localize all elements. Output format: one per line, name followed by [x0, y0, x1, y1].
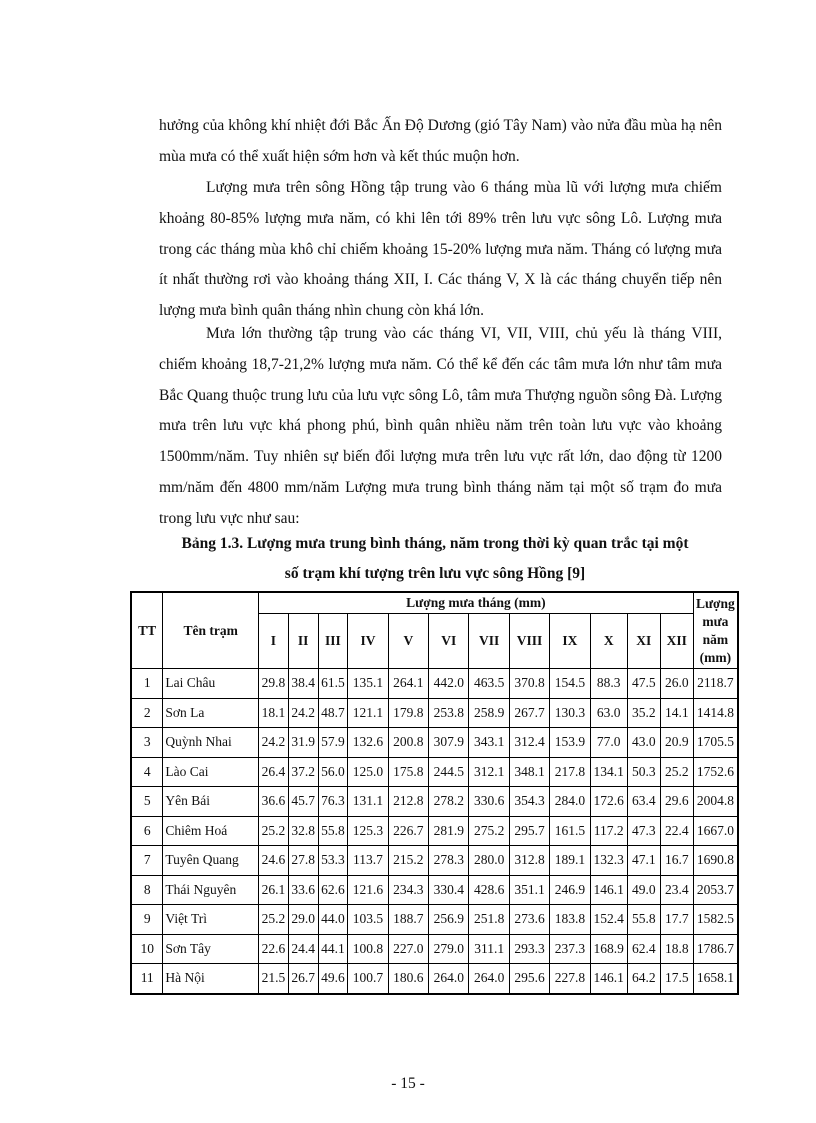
rainfall-value-cell: 278.2 — [429, 787, 469, 817]
rainfall-value-cell: 33.6 — [288, 875, 318, 905]
rainfall-value-cell: 1690.8 — [693, 846, 738, 876]
rainfall-value-cell: 130.3 — [550, 698, 590, 728]
rainfall-value-cell: 179.8 — [388, 698, 428, 728]
table-row — [131, 669, 738, 699]
rainfall-value-cell: 17.5 — [660, 964, 693, 994]
rainfall-value-cell: 312.8 — [509, 846, 549, 876]
rainfall-value-cell: 237.3 — [550, 934, 590, 964]
rainfall-value-cell: 153.9 — [550, 728, 590, 758]
rainfall-value-cell: 29.8 — [259, 669, 289, 699]
rainfall-value-cell: 49.0 — [627, 875, 660, 905]
rainfall-value-cell: 18.8 — [660, 934, 693, 964]
rainfall-value-cell: 244.5 — [429, 757, 469, 787]
rainfall-value-cell: 132.3 — [590, 846, 627, 876]
rainfall-value-cell: 88.3 — [590, 669, 627, 699]
rainfall-value-cell: 25.2 — [259, 816, 289, 846]
rainfall-value-cell: 180.6 — [388, 964, 428, 994]
station-name-cell: Sơn La — [163, 698, 259, 728]
rainfall-value-cell: 343.1 — [469, 728, 509, 758]
table-row — [131, 934, 738, 964]
rainfall-value-cell: 16.7 — [660, 846, 693, 876]
table-row — [131, 846, 738, 876]
rainfall-value-cell: 55.8 — [318, 816, 348, 846]
rainfall-value-cell: 226.7 — [388, 816, 428, 846]
rainfall-value-cell: 295.7 — [509, 816, 549, 846]
rainfall-value-cell: 2118.7 — [693, 669, 738, 699]
header-month: II — [288, 614, 318, 669]
rainfall-value-cell: 2053.7 — [693, 875, 738, 905]
page-number: - 15 - — [391, 1075, 425, 1092]
rainfall-value-cell: 256.9 — [429, 905, 469, 935]
rainfall-value-cell: 121.6 — [348, 875, 388, 905]
row-index-cell: 6 — [131, 816, 163, 846]
rainfall-value-cell: 280.0 — [469, 846, 509, 876]
rainfall-value-cell: 27.8 — [288, 846, 318, 876]
rainfall-value-cell: 311.1 — [469, 934, 509, 964]
table-caption-line1: Bảng 1.3. Lượng mưa trung bình tháng, năm trong thời kỳ quan trắc tại một — [181, 535, 689, 552]
rainfall-value-cell: 267.7 — [509, 698, 549, 728]
row-index-cell: 2 — [131, 698, 163, 728]
rainfall-value-cell: 57.9 — [318, 728, 348, 758]
rainfall-value-cell: 215.2 — [388, 846, 428, 876]
rainfall-value-cell: 154.5 — [550, 669, 590, 699]
header-annual: Lượng mưa năm (mm) — [693, 592, 738, 669]
rainfall-value-cell: 348.1 — [509, 757, 549, 787]
rainfall-value-cell: 31.9 — [288, 728, 318, 758]
rainfall-value-cell: 463.5 — [469, 669, 509, 699]
rainfall-value-cell: 35.2 — [627, 698, 660, 728]
rainfall-value-cell: 1582.5 — [693, 905, 738, 935]
rainfall-value-cell: 23.4 — [660, 875, 693, 905]
header-month: I — [259, 614, 289, 669]
rainfall-value-cell: 146.1 — [590, 964, 627, 994]
header-month: VI — [429, 614, 469, 669]
table-row — [131, 816, 738, 846]
rainfall-value-cell: 330.4 — [429, 875, 469, 905]
rainfall-value-cell: 50.3 — [627, 757, 660, 787]
station-name-cell: Yên Bái — [163, 787, 259, 817]
rainfall-value-cell: 1667.0 — [693, 816, 738, 846]
rainfall-value-cell: 442.0 — [429, 669, 469, 699]
rainfall-value-cell: 188.7 — [388, 905, 428, 935]
rainfall-table — [130, 591, 739, 995]
rainfall-value-cell: 1786.7 — [693, 934, 738, 964]
rainfall-value-cell: 26.7 — [288, 964, 318, 994]
rainfall-value-cell: 24.2 — [288, 698, 318, 728]
rainfall-value-cell: 45.7 — [288, 787, 318, 817]
rainfall-value-cell: 251.8 — [469, 905, 509, 935]
rainfall-value-cell: 284.0 — [550, 787, 590, 817]
station-name-cell: Lào Cai — [163, 757, 259, 787]
header-month: XI — [627, 614, 660, 669]
table-row — [131, 728, 738, 758]
header-station: Tên trạm — [163, 592, 259, 669]
rainfall-value-cell: 273.6 — [509, 905, 549, 935]
rainfall-value-cell: 63.0 — [590, 698, 627, 728]
rainfall-value-cell: 26.0 — [660, 669, 693, 699]
rainfall-value-cell: 117.2 — [590, 816, 627, 846]
rainfall-value-cell: 200.8 — [388, 728, 428, 758]
rainfall-value-cell: 146.1 — [590, 875, 627, 905]
paragraph-flood-season: Lượng mưa trên sông Hồng tập trung vào 6 tháng mùa lũ với lượng mưa chiếm khoảng 80-85% lượng mưa năm, có khi lên tới 89% trên lưu vực sông Lô. Lượng mưa trong các tháng mùa khô chỉ chiếm khoảng 15-20% lượng mưa năm. Tháng có lượng mưa ít nhất thường rơi vào khoảng tháng XII, I. Các tháng V, X là các tháng chuyển tiếp nên lượng mưa bình quân tháng nhìn chung còn khá lớn. — [159, 179, 722, 320]
rainfall-value-cell: 354.3 — [509, 787, 549, 817]
row-index-cell: 11 — [131, 964, 163, 994]
rainfall-value-cell: 1658.1 — [693, 964, 738, 994]
table-row — [131, 875, 738, 905]
table-row — [131, 698, 738, 728]
rainfall-value-cell: 62.4 — [627, 934, 660, 964]
rainfall-value-cell: 234.3 — [388, 875, 428, 905]
table-row — [131, 787, 738, 817]
header-month: IV — [348, 614, 388, 669]
station-name-cell: Lai Châu — [163, 669, 259, 699]
rainfall-value-cell: 258.9 — [469, 698, 509, 728]
header-month: XII — [660, 614, 693, 669]
rainfall-value-cell: 330.6 — [469, 787, 509, 817]
rainfall-value-cell: 189.1 — [550, 846, 590, 876]
rainfall-value-cell: 428.6 — [469, 875, 509, 905]
table-row — [131, 964, 738, 994]
table-caption-line2: số trạm khí tượng trên lưu vực sông Hồng [9] — [284, 565, 586, 582]
rainfall-value-cell: 22.4 — [660, 816, 693, 846]
rainfall-value-cell: 25.2 — [259, 905, 289, 935]
rainfall-value-cell: 32.8 — [288, 816, 318, 846]
paragraph-intro: hưởng của không khí nhiệt đới Bắc Ấn Độ Dương (gió Tây Nam) vào nửa đầu mùa hạ nên mùa mưa có thể xuất hiện sớm hơn và kết thúc muộn hơn. — [159, 117, 722, 165]
rainfall-value-cell: 53.3 — [318, 846, 348, 876]
rainfall-value-cell: 24.2 — [259, 728, 289, 758]
rainfall-value-cell: 62.6 — [318, 875, 348, 905]
rainfall-value-cell: 161.5 — [550, 816, 590, 846]
rainfall-value-cell: 44.0 — [318, 905, 348, 935]
rainfall-value-cell: 172.6 — [590, 787, 627, 817]
rainfall-value-cell: 56.0 — [318, 757, 348, 787]
rainfall-value-cell: 125.0 — [348, 757, 388, 787]
rainfall-value-cell: 121.1 — [348, 698, 388, 728]
rainfall-value-cell: 47.1 — [627, 846, 660, 876]
rainfall-value-cell: 14.1 — [660, 698, 693, 728]
paragraph-heavy-rain: Mưa lớn thường tập trung vào các tháng VI, VII, VIII, chủ yếu là tháng VIII, chiếm khoảng 18,7-21,2% lượng mưa năm. Có thể kể đến các tâm mưa lớn như tâm mưa Bắc Quang thuộc trung lưu của lưu vực sông Lô, tâm mưa Thượng nguồn sông Đà. Lượng mưa trên lưu vực khá phong phú, bình quân nhiều năm trên toàn lưu vực vào khoảng 1500mm/năm. Tuy nhiên sự biến đổi lượng mưa trên lưu vực rất lớn, dao động từ 1200 mm/năm đến 4800 mm/năm Lượng mưa trung bình tháng năm tại một số trạm đo mưa trong lưu vực như sau: — [159, 325, 722, 527]
rainfall-value-cell: 264.0 — [429, 964, 469, 994]
rainfall-value-cell: 125.3 — [348, 816, 388, 846]
rainfall-value-cell: 44.1 — [318, 934, 348, 964]
rainfall-value-cell: 183.8 — [550, 905, 590, 935]
rainfall-value-cell: 37.2 — [288, 757, 318, 787]
row-index-cell: 5 — [131, 787, 163, 817]
rainfall-value-cell: 2004.8 — [693, 787, 738, 817]
rainfall-value-cell: 293.3 — [509, 934, 549, 964]
rainfall-value-cell: 24.6 — [259, 846, 289, 876]
rainfall-value-cell: 135.1 — [348, 669, 388, 699]
rainfall-value-cell: 63.4 — [627, 787, 660, 817]
rainfall-value-cell: 264.0 — [469, 964, 509, 994]
rainfall-value-cell: 25.2 — [660, 757, 693, 787]
header-month: VII — [469, 614, 509, 669]
station-name-cell: Chiêm Hoá — [163, 816, 259, 846]
rainfall-value-cell: 38.4 — [288, 669, 318, 699]
rainfall-value-cell: 307.9 — [429, 728, 469, 758]
rainfall-value-cell: 17.7 — [660, 905, 693, 935]
rainfall-value-cell: 217.8 — [550, 757, 590, 787]
rainfall-value-cell: 227.8 — [550, 964, 590, 994]
row-index-cell: 10 — [131, 934, 163, 964]
header-month: III — [318, 614, 348, 669]
header-tt: TT — [131, 592, 163, 669]
row-index-cell: 4 — [131, 757, 163, 787]
rainfall-value-cell: 21.5 — [259, 964, 289, 994]
rainfall-value-cell: 168.9 — [590, 934, 627, 964]
rainfall-value-cell: 47.5 — [627, 669, 660, 699]
rainfall-value-cell: 253.8 — [429, 698, 469, 728]
rainfall-value-cell: 77.0 — [590, 728, 627, 758]
rainfall-value-cell: 275.2 — [469, 816, 509, 846]
row-index-cell: 3 — [131, 728, 163, 758]
table-row — [131, 757, 738, 787]
rainfall-value-cell: 64.2 — [627, 964, 660, 994]
rainfall-value-cell: 49.6 — [318, 964, 348, 994]
rainfall-value-cell: 131.1 — [348, 787, 388, 817]
rainfall-value-cell: 26.1 — [259, 875, 289, 905]
rainfall-value-cell: 36.6 — [259, 787, 289, 817]
table-row — [131, 905, 738, 935]
rainfall-value-cell: 278.3 — [429, 846, 469, 876]
rainfall-value-cell: 1414.8 — [693, 698, 738, 728]
rainfall-value-cell: 55.8 — [627, 905, 660, 935]
rainfall-value-cell: 29.6 — [660, 787, 693, 817]
station-name-cell: Sơn Tây — [163, 934, 259, 964]
station-name-cell: Việt Trì — [163, 905, 259, 935]
rainfall-value-cell: 100.8 — [348, 934, 388, 964]
rainfall-value-cell: 351.1 — [509, 875, 549, 905]
station-name-cell: Thái Nguyên — [163, 875, 259, 905]
rainfall-value-cell: 134.1 — [590, 757, 627, 787]
rainfall-value-cell: 246.9 — [550, 875, 590, 905]
rainfall-value-cell: 279.0 — [429, 934, 469, 964]
row-index-cell: 8 — [131, 875, 163, 905]
row-index-cell: 7 — [131, 846, 163, 876]
rainfall-value-cell: 175.8 — [388, 757, 428, 787]
rainfall-value-cell: 1752.6 — [693, 757, 738, 787]
row-index-cell: 1 — [131, 669, 163, 699]
rainfall-value-cell: 152.4 — [590, 905, 627, 935]
rainfall-value-cell: 29.0 — [288, 905, 318, 935]
rainfall-value-cell: 264.1 — [388, 669, 428, 699]
rainfall-value-cell: 370.8 — [509, 669, 549, 699]
station-name-cell: Tuyên Quang — [163, 846, 259, 876]
station-name-cell: Quỳnh Nhai — [163, 728, 259, 758]
row-index-cell: 9 — [131, 905, 163, 935]
rainfall-value-cell: 103.5 — [348, 905, 388, 935]
rainfall-value-cell: 227.0 — [388, 934, 428, 964]
rainfall-value-cell: 26.4 — [259, 757, 289, 787]
header-month: V — [388, 614, 428, 669]
rainfall-value-cell: 20.9 — [660, 728, 693, 758]
rainfall-value-cell: 212.8 — [388, 787, 428, 817]
rainfall-value-cell: 24.4 — [288, 934, 318, 964]
rainfall-value-cell: 61.5 — [318, 669, 348, 699]
rainfall-value-cell: 48.7 — [318, 698, 348, 728]
rainfall-value-cell: 312.4 — [509, 728, 549, 758]
rainfall-value-cell: 312.1 — [469, 757, 509, 787]
rainfall-value-cell: 18.1 — [259, 698, 289, 728]
rainfall-value-cell: 22.6 — [259, 934, 289, 964]
station-name-cell: Hà Nội — [163, 964, 259, 994]
rainfall-value-cell: 43.0 — [627, 728, 660, 758]
rainfall-value-cell: 132.6 — [348, 728, 388, 758]
rainfall-value-cell: 100.7 — [348, 964, 388, 994]
rainfall-value-cell: 295.6 — [509, 964, 549, 994]
rainfall-value-cell: 113.7 — [348, 846, 388, 876]
header-month: X — [590, 614, 627, 669]
header-month: VIII — [509, 614, 549, 669]
rainfall-value-cell: 76.3 — [318, 787, 348, 817]
header-monthly-group: Lượng mưa tháng (mm) — [259, 592, 694, 614]
rainfall-value-cell: 1705.5 — [693, 728, 738, 758]
header-month: IX — [550, 614, 590, 669]
rainfall-value-cell: 281.9 — [429, 816, 469, 846]
rainfall-value-cell: 47.3 — [627, 816, 660, 846]
